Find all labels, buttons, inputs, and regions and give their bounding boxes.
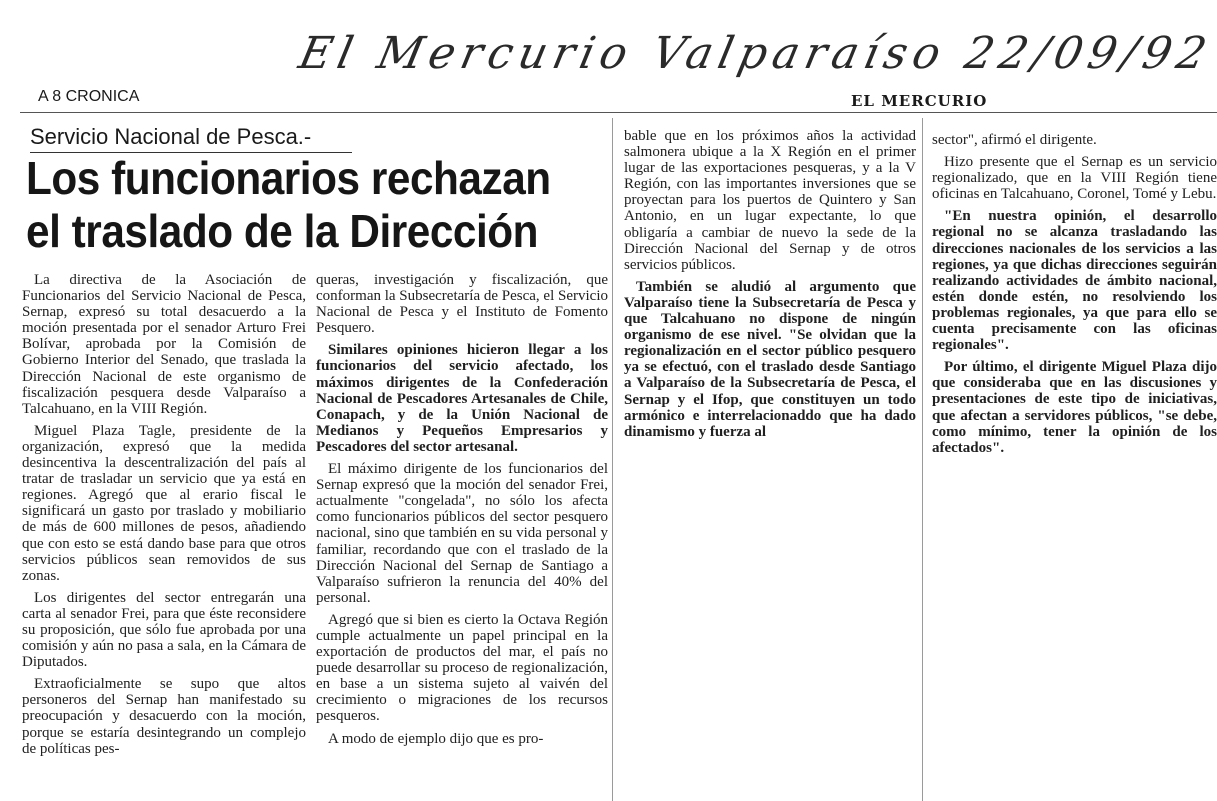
paragraph: sector", afirmó el dirigente.	[932, 132, 1097, 148]
paragraph: "En nuestra opinión, el desarrollo regional no se alcanza trasladando las direcciones nacionales de los servicios a las regiones, ya que dichas direcciones seguirán realizando actividades de ámbito nacional, estén donde estén, no resolviendo los problemas regionales, ya que para ello se cuenta precisamente con las oficinas regionales".	[932, 208, 1217, 354]
paragraph: A modo de ejemplo dijo que es pro-	[328, 730, 544, 747]
paragraph: La directiva de la Asociación de Funcionarios del Servicio Nacional de Pesca, Sernap, expresó su total desacuerdo a la moción presentada por el senador Arturo Frei Bolívar, aprobada por la Comisión de Gobierno Interior del Senado, que traslada la Dirección Nacional de este organismo de fiscalización pesquera desde Valparaíso a Talcahuano, en la VIII Región.	[22, 272, 306, 417]
article-column-4	[932, 132, 1217, 456]
paragraph: Similares opiniones hicieron llegar a los funcionarios del servicio afectado, los máximos dirigentes de la Confederación Nacional de Pescadores Artesanales de Chile, Conapach, y de la Unión Nacional de Medianos y Pequeños Empresarios y Pescadores del sector artesanal.	[316, 342, 608, 455]
header-rule	[20, 112, 1217, 113]
paragraph: bable que en los próximos años la actividad salmonera ubique a la X Región en el primer lugar de las exportaciones pesqueras, y a la V Región, con las importantes inversiones que se proyectan para los puertos de Quintero y San Antonio, en un lugar expectante, lo que obligaría a cambiar de nuevo la sede de la Dirección Nacional del Sernap y de otros servicios públicos.	[624, 128, 916, 273]
paragraph: Los dirigentes del sector entregarán una carta al senador Frei, para que éste reconsidere su proposición, que sólo fue aprobada por una comisión y aún no pasa a sala, en la Cámara de Diputados.	[22, 589, 306, 671]
paragraph: Por último, el dirigente Miguel Plaza dijo que consideraba que en las discusiones y presentaciones de este tipo de iniciativas, que afectan a servidores públicos, "se debe, como mínimo, tener la opinión de los afectados".	[932, 359, 1217, 456]
page-section-label: A 8 CRONICA	[38, 88, 140, 105]
article-column-1	[22, 272, 306, 757]
article-headline: Los funcionarios rechazan el traslado de la Dirección	[26, 152, 551, 257]
handwritten-source-note: El Mercurio Valparaíso 22/09/92	[294, 28, 1217, 79]
column-divider	[922, 118, 923, 801]
article-column-3	[624, 128, 916, 440]
paragraph: Extraoficialmente se supo que altos personeros del Sernap han manifestado su preocupación y desacuerdo con la moción, porque se estaría desintegrando un complejo de políticas pes-	[22, 676, 306, 757]
paragraph: queras, investigación y fiscalización, que conforman la Subsecretaría de Pesca, el Servicio Nacional de Pesca y el Instituto de Fomento Pesquero.	[316, 272, 608, 337]
paragraph: El máximo dirigente de los funcionarios del Sernap expresó que la moción del senador Frei, actualmente "congelada", no sólo los afecta como funcionarios públicos del sector pesquero nacional, sino que también en su vida personal y familiar, recordando que con el traslado de la Dirección Nacional del Sernap de Santiago a Valparaíso sufrieron la renuncia del 40% del personal.	[316, 461, 608, 606]
paragraph: Miguel Plaza Tagle, presidente de la organización, expresó que la medida desincentiva la descentralización del país al tratar de trasladar un servicio que ya está en regiones. Agregó que al erario fiscal le significará un gasto por traslado y mobiliario de más de 600 millones de pesos, añadiendo que con esto se está dando base para que otros servicios públicos sean removidos de sus zonas.	[22, 422, 306, 584]
article-kicker: Servicio Nacional de Pesca.-	[30, 124, 352, 153]
newspaper-masthead: EL MERCURIO	[851, 92, 988, 110]
column-divider	[612, 118, 613, 801]
paragraph: También se aludió al argumento que Valparaíso tiene la Subsecretaría de Pesca y que Talcahuano no dispone de ningún organismo de ese nivel. "Se olvidan que la regionalización en el sector público pesquero ya se efectuó, con el traslado desde Santiago a Valparaíso de la Subsecretaría de Pesca, el Sernap y el Ifop, que constituyen un todo armónico e interrelacionaddo que ha dado dinamismo y fuerza al	[624, 278, 916, 440]
paragraph: Agregó que si bien es cierto la Octava Región cumple actualmente un papel principal en la exportación de productos del mar, el país no puede desarrollar su proceso de regionalización, en base a un sistema sujeto al vaivén del crecimiento o migraciones de los recursos pesqueros.	[316, 611, 608, 725]
paragraph: Hizo presente que el Sernap es un servicio regionalizado, que en la VIII Región tiene oficinas en Talcahuano, Coronel, Tomé y Lebu.	[932, 154, 1217, 203]
article-column-2	[316, 272, 608, 747]
